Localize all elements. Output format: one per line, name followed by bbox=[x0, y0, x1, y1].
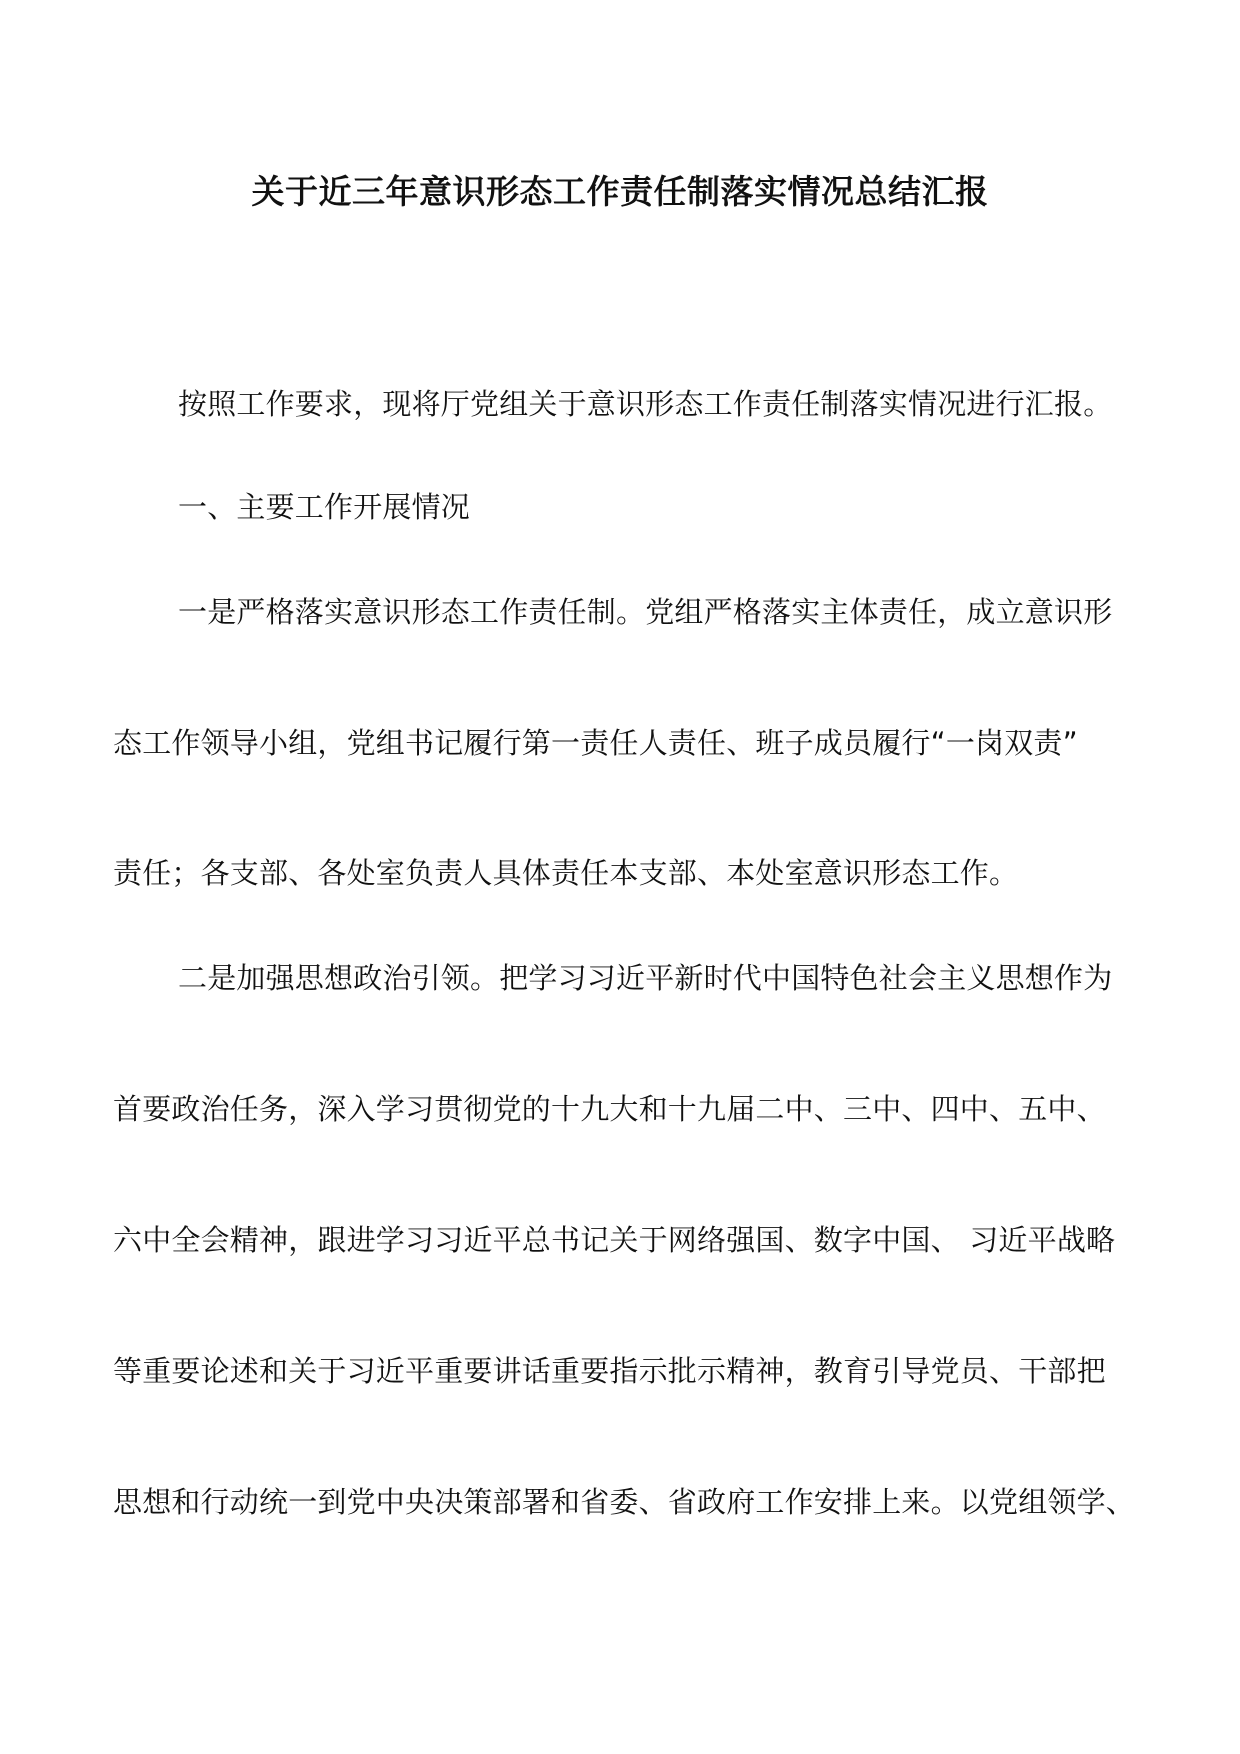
paragraph-2-line-2: 首要政治任务，深入学习贯彻党的十九大和十九届二中、三中、四中、五中、 bbox=[113, 1092, 1106, 1126]
paragraph-2-line-1: 二是加强思想政治引领。把学习习近平新时代中国特色社会主义思想作为 bbox=[178, 961, 1113, 995]
paragraph-2-line-5: 思想和行动统一到党中央决策部署和省委、省政府工作安排上来。以党组领学、 bbox=[113, 1485, 1136, 1519]
paragraph-1-line-2: 态工作领导小组，党组书记履行第一责任人责任、班子成员履行“一岗双责” bbox=[113, 726, 1078, 760]
paragraph-intro: 按照工作要求，现将厅党组关于意识形态工作责任制落实情况进行汇报。 bbox=[178, 387, 1113, 421]
document-title: 关于近三年意识形态工作责任制落实情况总结汇报 bbox=[251, 172, 989, 211]
section-heading-1: 一、主要工作开展情况 bbox=[178, 490, 471, 524]
paragraph-2-line-3: 六中全会精神，跟进学习习近平总书记关于网络强国、数字中国、 习近平战略 bbox=[113, 1223, 1116, 1257]
paragraph-2-line-4: 等重要论述和关于习近平重要讲话重要指示批示精神，教育引导党员、干部把 bbox=[113, 1354, 1106, 1388]
paragraph-1-line-1: 一是严格落实意识形态工作责任制。党组严格落实主体责任，成立意识形 bbox=[178, 595, 1113, 629]
paragraph-1-line-3: 责任；各支部、各处室负责人具体责任本支部、本处室意识形态工作。 bbox=[113, 856, 1019, 890]
